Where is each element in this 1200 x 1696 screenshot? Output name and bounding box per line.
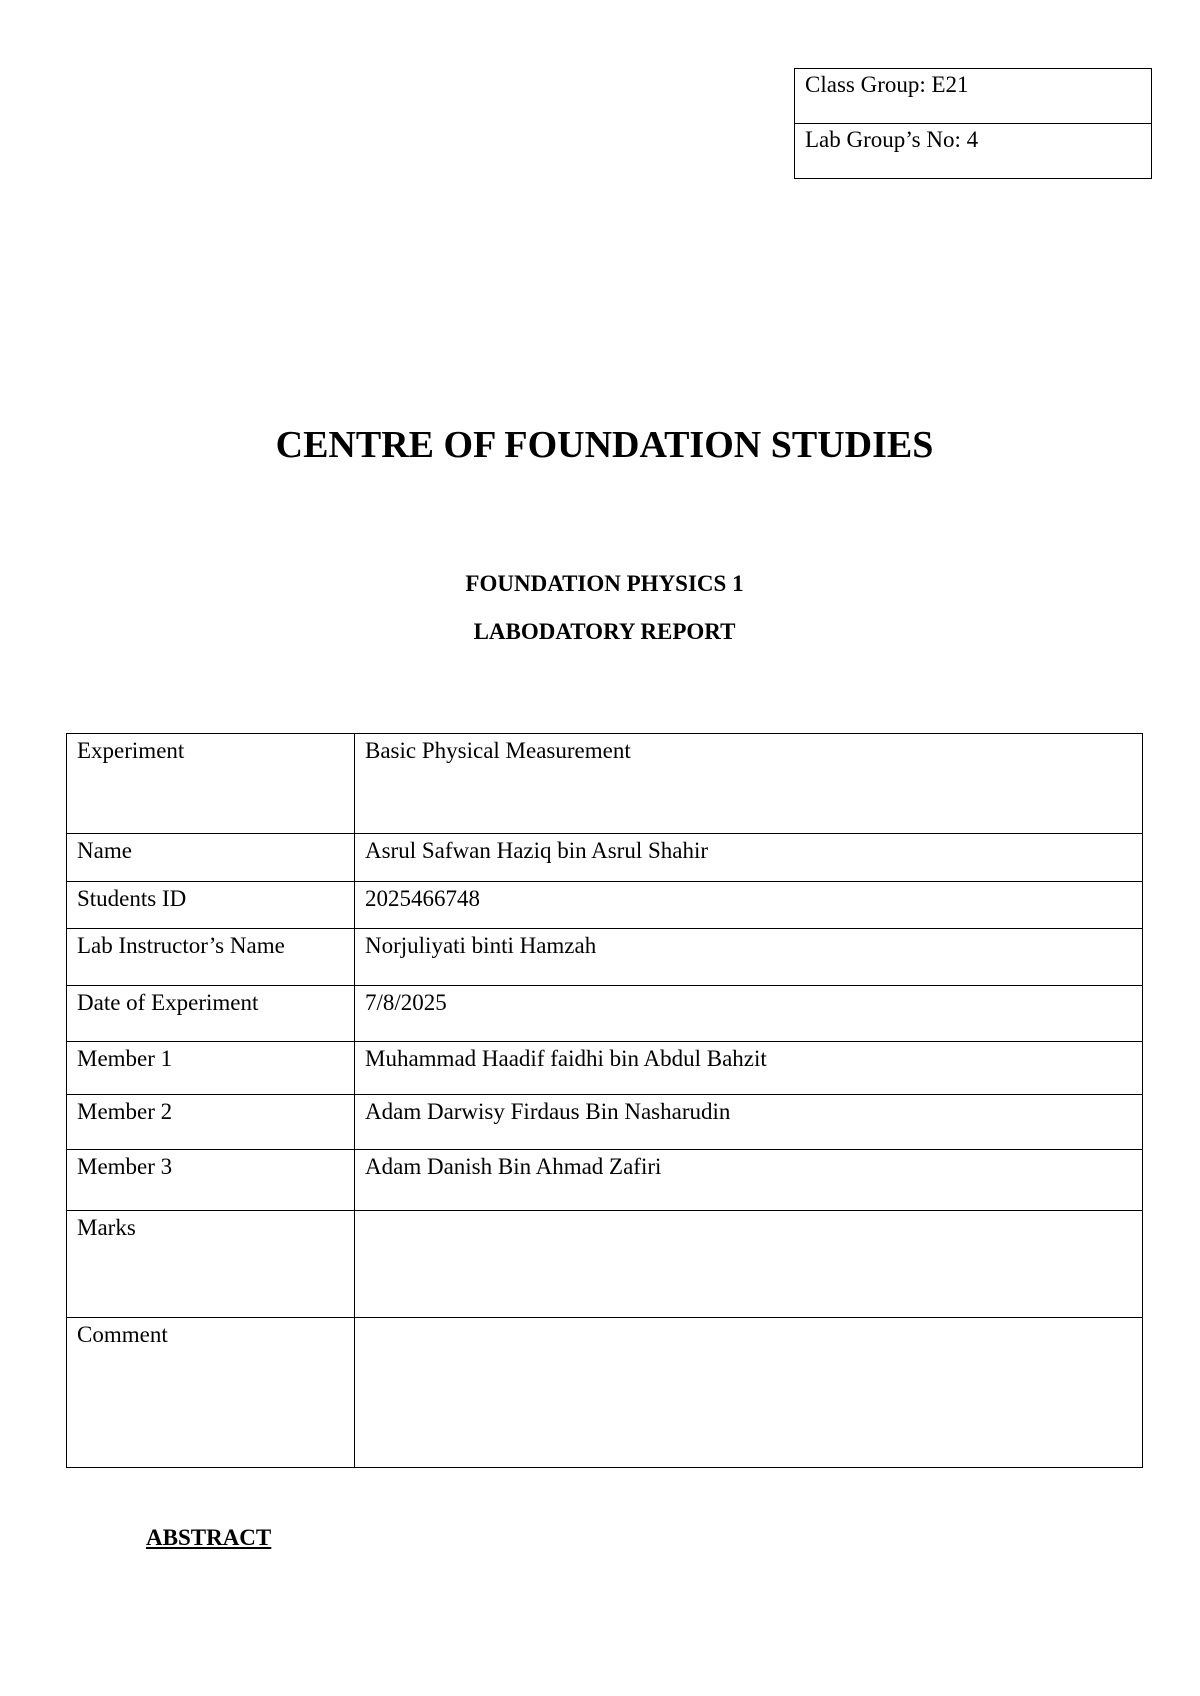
table-value-cell: 2025466748: [355, 882, 1143, 929]
table-label-cell: Marks: [67, 1211, 355, 1318]
table-label-cell: Name: [67, 834, 355, 882]
table-label-cell: Experiment: [67, 734, 355, 834]
table-value-cell: Adam Danish Bin Ahmad Zafiri: [355, 1150, 1143, 1211]
report-info-table: [66, 733, 1143, 1468]
group-info-box: [794, 68, 1152, 179]
course-subtitle: FOUNDATION PHYSICS 1: [465, 571, 744, 596]
table-row-marks: [67, 1211, 1143, 1318]
class-group-cell: Class Group: E21: [795, 69, 1152, 124]
abstract-heading: ABSTRACT: [146, 1525, 272, 1550]
table-label-cell: Member 3: [67, 1150, 355, 1211]
table-label-cell: Lab Instructor’s Name: [67, 929, 355, 986]
table-value-cell: Muhammad Haadif faidhi bin Abdul Bahzit: [355, 1042, 1143, 1095]
table-row-comment: [67, 1318, 1143, 1468]
table-row-instructor: [67, 929, 1143, 986]
table-value-cell: Adam Darwisy Firdaus Bin Nasharudin: [355, 1095, 1143, 1150]
table-value-cell: Asrul Safwan Haziq bin Asrul Shahir: [355, 834, 1143, 882]
table-row-member-2: [67, 1095, 1143, 1150]
table-row-students-id: [67, 882, 1143, 929]
table-label-cell: Member 2: [67, 1095, 355, 1150]
table-label-cell: Member 1: [67, 1042, 355, 1095]
table-value-cell: [355, 1211, 1143, 1318]
table-value-cell: [355, 1318, 1143, 1468]
table-value-cell: Norjuliyati binti Hamzah: [355, 929, 1143, 986]
page-title: CENTRE OF FOUNDATION STUDIES: [275, 424, 934, 466]
lab-group-cell: Lab Group’s No: 4: [795, 124, 1152, 179]
table-label-cell: Date of Experiment: [67, 986, 355, 1042]
table-row-member-1: [67, 1042, 1143, 1095]
table-value-cell: Basic Physical Measurement: [355, 734, 1143, 834]
lab-group-row: [795, 124, 1152, 179]
table-label-cell: Comment: [67, 1318, 355, 1468]
class-group-row: [795, 69, 1152, 124]
report-subtitle: LABODATORY REPORT: [473, 619, 736, 644]
table-label-cell: Students ID: [67, 882, 355, 929]
table-row-name: [67, 834, 1143, 882]
table-value-cell: 7/8/2025: [355, 986, 1143, 1042]
table-row-experiment: [67, 734, 1143, 834]
table-row-member-3: [67, 1150, 1143, 1211]
table-row-date: [67, 986, 1143, 1042]
